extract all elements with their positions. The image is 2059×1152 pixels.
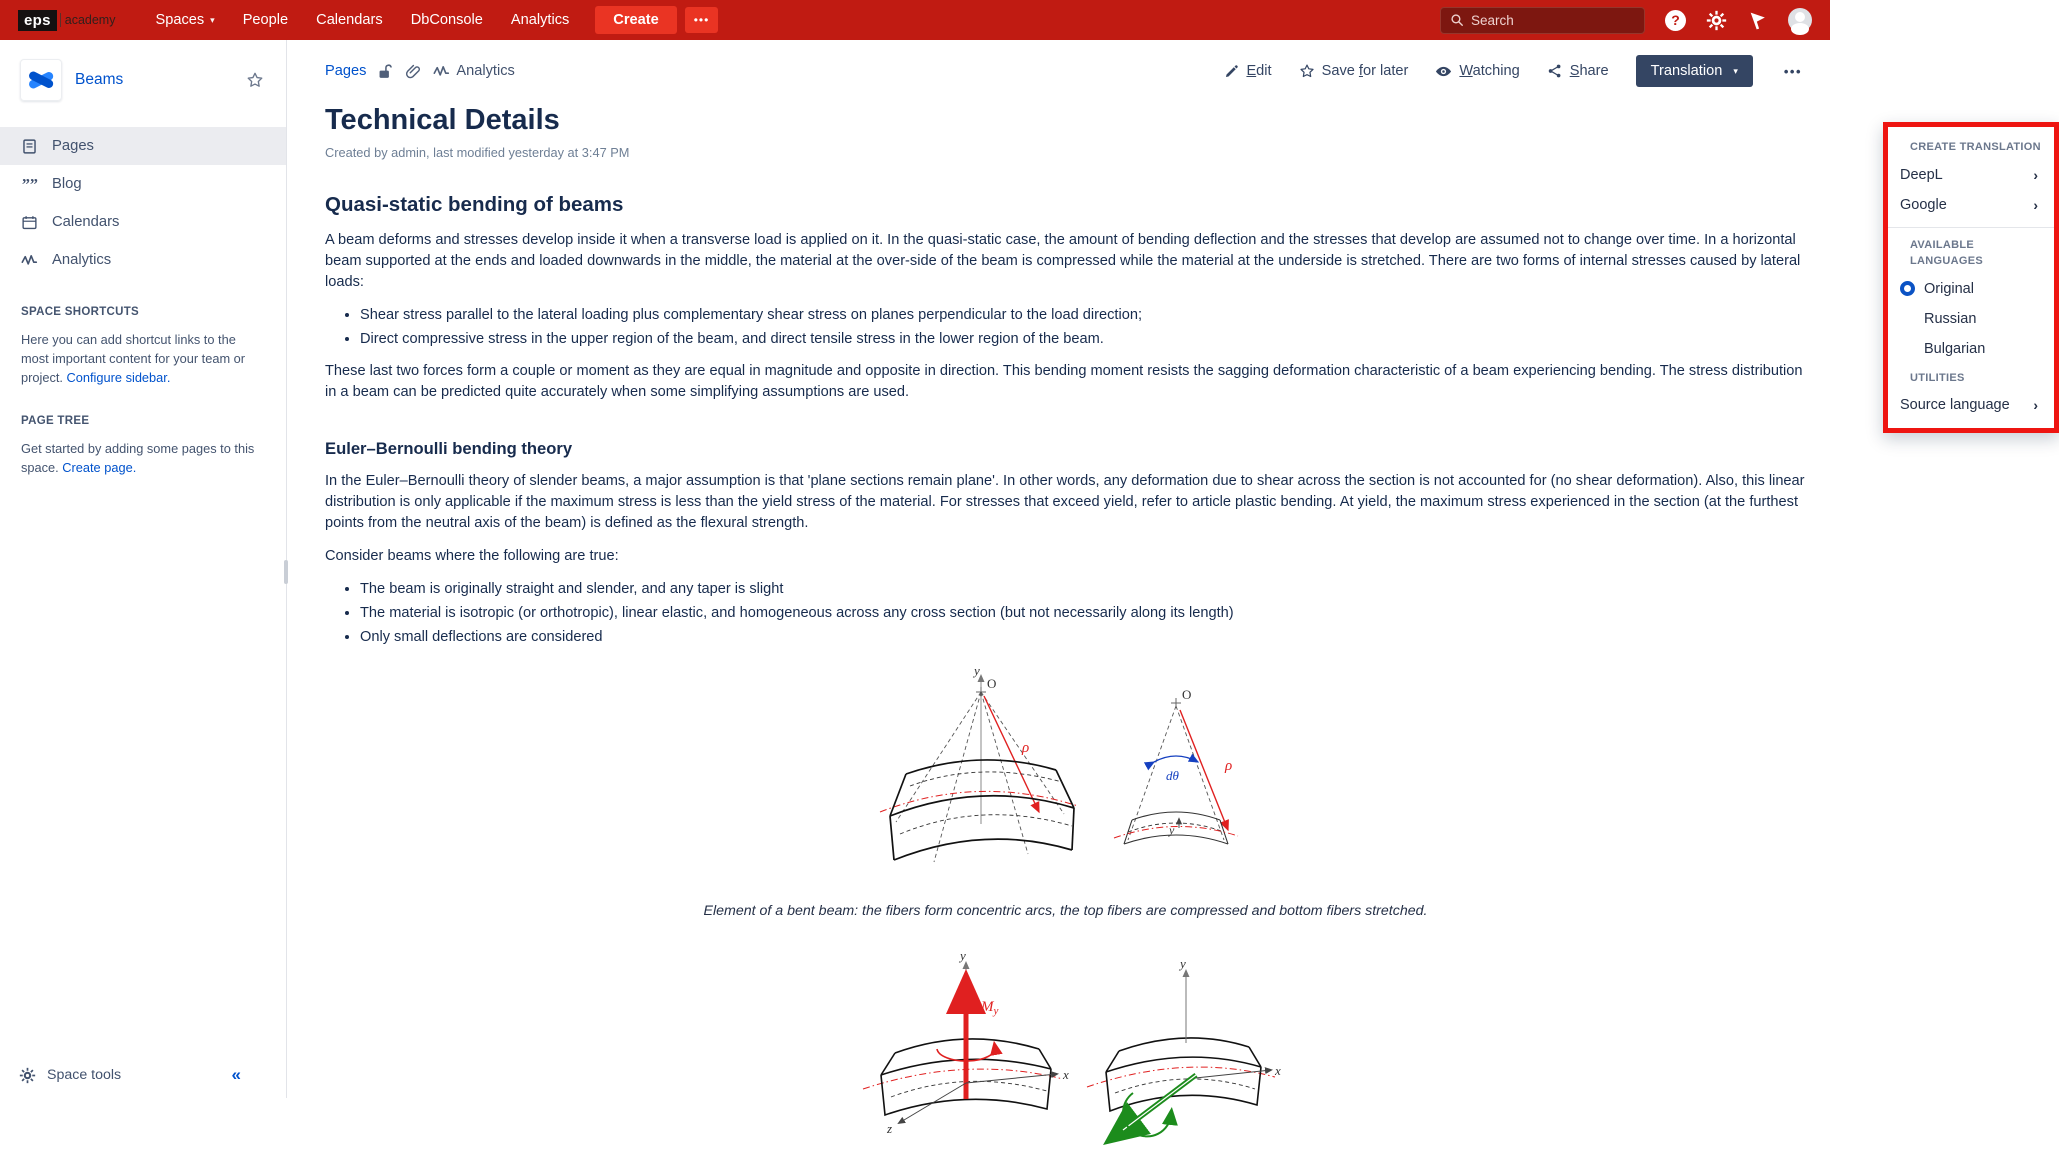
page-tree-header: PAGE TREE	[21, 414, 90, 427]
page-actions	[1224, 55, 1806, 87]
paragraph: These last two forces form a couple or moment as they are equal in magnitude and opposite in direction. This bending moment resists the sagging deformation characteristic of a beam experiencing bending. The stress distribution in a beam can be predicted quite accurately when some simplifying assumptions are used.	[325, 363, 1803, 401]
bent-beam-diagram	[876, 662, 1256, 888]
menu-item-label: Google	[1900, 196, 1947, 213]
menu-item-label: Source language	[1900, 397, 2010, 413]
app-logo	[18, 10, 115, 31]
page-tree-description: Get started by adding some pages to this space.	[21, 440, 255, 475]
menu-item-deepl[interactable]	[1888, 160, 2054, 190]
breadcrumb	[325, 63, 515, 80]
waveform-icon	[433, 63, 450, 80]
menu-item-label: DeepL	[1900, 166, 1943, 183]
section-heading: Quasi-static bending of beams	[325, 193, 624, 216]
search-input[interactable]	[1471, 13, 1635, 28]
avatar-head	[1795, 12, 1805, 22]
svg-text:””: ””	[21, 176, 38, 194]
bullet-item: • Shear stress parallel to the lateral loading plus complementary shear stress on planes perpendicular to the load direction;	[360, 305, 1806, 326]
svg-text:dθ: dθ	[1165, 767, 1179, 783]
paragraph: A beam deforms and stresses develop inside it when a transverse load is applied on it. In the quasi-static case, the amount of bending deflection and the stresses that develop are assumed not to change over time. In a horizontal beam supported at the ends and loaded downwards in the middle, the material at the over-side of the beam is compressed while the material at the underside is stretched. There are two forms of internal stresses caused by lateral loads:	[325, 232, 1801, 290]
nav-spaces[interactable]: Spaces ▾	[155, 12, 215, 28]
avatar-body	[1791, 23, 1809, 35]
space-logo-icon	[20, 59, 62, 101]
chevron-down-icon: ▾	[1733, 65, 1738, 76]
svg-text:z: z	[886, 1120, 892, 1136]
chevron-right-icon: ›	[2033, 166, 2038, 183]
menu-section-utilities: UTILITIES	[1910, 371, 1965, 384]
nav-people[interactable]: People	[242, 12, 289, 28]
svg-text:ρ: ρ	[1021, 739, 1029, 756]
breadcrumb-analytics-label: Analytics	[456, 63, 515, 79]
chevron-down-icon: ▾	[210, 14, 215, 25]
space-name-link[interactable]: Beams	[75, 71, 124, 88]
sidebar-item-blog[interactable]	[0, 165, 286, 203]
logo-secondary: academy	[60, 13, 116, 27]
space-tools-button[interactable]: Space tools	[47, 1067, 122, 1083]
byline: Created by admin, last modified yesterday at 3:47 PM	[325, 145, 630, 160]
space-shortcuts-text	[21, 330, 265, 388]
figure-bent-beam	[325, 662, 1806, 919]
svg-text:y: y	[973, 662, 980, 678]
avatar[interactable]	[1788, 8, 1812, 32]
watching-button[interactable]: Watching	[1435, 63, 1519, 80]
configure-sidebar-link[interactable]: Configure sidebar.	[66, 370, 171, 386]
translation-menu	[1888, 127, 2054, 428]
share-icon	[1547, 63, 1563, 79]
sidebar	[0, 40, 287, 1098]
sidebar-item-label: Blog	[52, 176, 82, 192]
bullet-item: • The material is isotropic (or orthotropic), linear elastic, and homogeneous across any cross section (but not necessarily along its length)	[360, 603, 1806, 624]
bullet-list	[325, 579, 1806, 647]
svg-text:My: $M_y$	[980, 998, 998, 1017]
breadcrumb-analytics-link[interactable]	[433, 63, 514, 80]
star-icon[interactable]	[246, 71, 264, 89]
page-icon	[21, 138, 38, 155]
search-icon	[1450, 13, 1464, 27]
svg-text:x: x	[1274, 1062, 1281, 1078]
create-page-link[interactable]: Create page.	[62, 459, 137, 475]
sidebar-footer	[0, 1052, 286, 1098]
space-shortcuts-header: SPACE SHORTCUTS	[21, 306, 140, 318]
page-title: Technical Details	[325, 104, 560, 136]
logo-primary: eps	[18, 10, 57, 31]
sidebar-item-calendars[interactable]	[0, 203, 286, 241]
svg-text:x: x	[1062, 1066, 1069, 1082]
top-nav	[0, 0, 1830, 40]
breadcrumb-pages-link[interactable]: Pages	[325, 63, 367, 79]
help-icon[interactable]: ?	[1665, 10, 1686, 31]
page-tree-text	[21, 439, 265, 477]
eye-icon	[1435, 63, 1452, 80]
space-shortcuts-description: Here you can add shortcut links to the most important content for your team or project.	[21, 332, 246, 386]
search-box[interactable]	[1440, 7, 1645, 34]
chevron-right-icon: ›	[2033, 196, 2038, 213]
space-header	[0, 40, 286, 111]
nav-more-button[interactable]: •••	[685, 7, 719, 33]
translation-button[interactable]: Translation ▾	[1636, 55, 1753, 87]
main-content	[287, 40, 2041, 1136]
sidebar-item-label: Calendars	[52, 214, 120, 230]
menu-section-available-languages: AVAILABLE LANGUAGES	[1910, 238, 1983, 267]
bullet-item: • Only small deflections are considered	[360, 627, 1806, 648]
flag-icon[interactable]	[1747, 10, 1768, 31]
radio-selected-icon	[1900, 281, 1915, 296]
figure-bending-moment	[325, 947, 1806, 1137]
svg-text:ρ: ρ	[1224, 757, 1232, 774]
unlock-icon[interactable]	[377, 63, 394, 80]
collapse-sidebar-button[interactable]: «	[231, 1065, 241, 1084]
star-icon	[1299, 63, 1315, 79]
subsection-heading: Euler–Bernoulli bending theory	[325, 439, 573, 459]
svg-text:O: O	[1181, 686, 1191, 702]
chevron-right-icon: ›	[2033, 397, 2038, 413]
gear-icon[interactable]	[19, 1067, 36, 1084]
page-body	[325, 193, 1806, 1137]
menu-item-label: Original	[1924, 280, 1974, 297]
waveform-icon	[21, 252, 38, 269]
paperclip-icon[interactable]	[405, 63, 422, 80]
sidebar-item-pages[interactable]	[0, 127, 286, 165]
sidebar-item-label: Pages	[52, 138, 94, 154]
more-actions-button[interactable]: •••	[1783, 63, 1802, 79]
calendar-icon	[21, 214, 38, 231]
nav-analytics[interactable]: Analytics	[510, 12, 570, 28]
figure-caption: Element of a bent beam: the fibers form concentric arcs, the top fibers are compressed and bottom fibers stretched.	[703, 902, 1428, 919]
share-button[interactable]: Share	[1547, 63, 1609, 79]
gear-icon[interactable]	[1706, 10, 1727, 31]
menu-item-google[interactable]	[1888, 190, 2054, 220]
quote-icon	[21, 176, 38, 193]
menu-item-language-russian[interactable]: Russian	[1924, 310, 1977, 327]
paragraph: Consider beams where the following are true:	[325, 548, 619, 565]
save-for-later-button[interactable]: Save for later	[1299, 63, 1409, 79]
pencil-icon	[1224, 64, 1239, 79]
menu-section-create-translation: CREATE TRANSLATION	[1910, 141, 2041, 153]
menu-item-language-original[interactable]	[1888, 274, 2054, 304]
menu-item-source-language[interactable]	[1888, 390, 2054, 420]
annotation-highlight	[1883, 122, 2059, 433]
sidebar-item-analytics[interactable]	[0, 241, 286, 279]
bending-moment-diagram	[851, 947, 1281, 1147]
edit-button[interactable]: Edit	[1224, 63, 1271, 79]
menu-item-language-bulgarian[interactable]: Bulgarian	[1924, 340, 1986, 357]
svg-text:y: y	[1179, 955, 1186, 971]
svg-text:O: O	[986, 675, 996, 691]
sidebar-item-label: Analytics	[52, 252, 112, 268]
create-button[interactable]: Create	[595, 6, 676, 34]
menu-divider	[1888, 227, 2054, 228]
bullet-item: • The beam is originally straight and slender, and any taper is slight	[360, 579, 1806, 600]
paragraph: In the Euler–Bernoulli theory of slender beams, a major assumption is that 'plane sections remain plane'. In other words, any deformation due to shear across the section is not accounted for (no shear deformation). Also, this linear distribution is only applicable if the maximum stress is less than the yield stress of the material. For stresses that exceed yield, refer to article plastic bending. At yield, the maximum stress experienced in the section (at the furthest points from the neutral axis of the beam) is defined as the flexural strength.	[325, 473, 1805, 532]
bullet-item: • Direct compressive stress in the upper region of the beam, and direct tensile stress in the lower region of the beam.	[360, 329, 1806, 350]
nav-dbconsole[interactable]: DbConsole	[410, 12, 483, 28]
nav-calendars[interactable]: Calendars	[316, 12, 383, 28]
svg-text:y: y	[1168, 822, 1174, 837]
bullet-list	[325, 305, 1806, 349]
svg-text:y: y	[959, 947, 966, 963]
